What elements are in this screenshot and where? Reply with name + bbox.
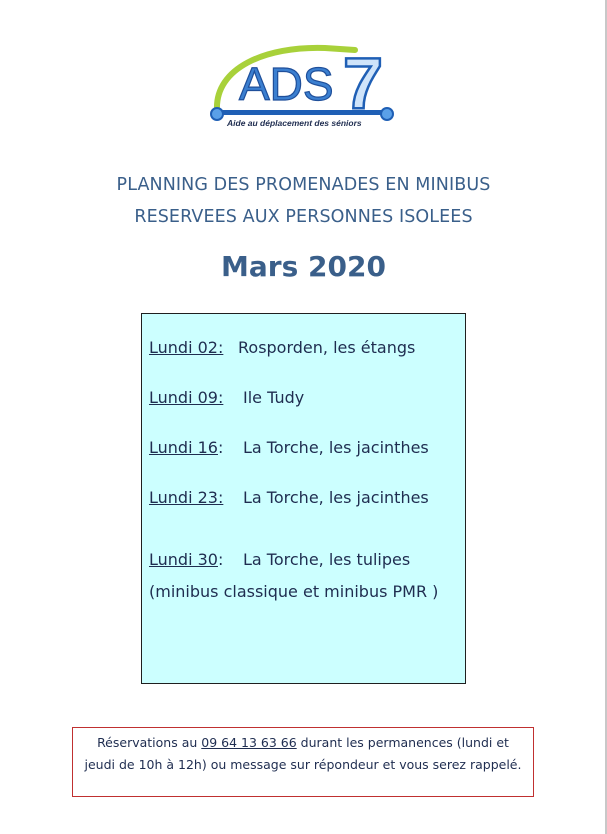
phone-number[interactable]: 09 64 13 63 66 <box>201 735 297 750</box>
entry-day: Lundi 30 <box>149 550 218 569</box>
entry-place: La Torche, les jacinthes <box>243 488 429 507</box>
ads-logo <box>205 38 401 138</box>
entry-place: Ile Tudy <box>243 388 305 407</box>
entry-day: Lundi 02: <box>149 338 224 357</box>
entry-day: Lundi 16 <box>149 438 218 457</box>
schedule-entry <box>149 488 429 507</box>
reservation-notice <box>72 727 534 797</box>
entry-place: La Torche, les jacinthes <box>243 438 429 457</box>
logo-brand: ADS <box>239 58 334 110</box>
entry-colon: : <box>217 550 224 569</box>
entry-day: Lundi 23: <box>149 488 224 507</box>
logo-number: 7 <box>343 44 384 124</box>
schedule-box <box>141 313 466 684</box>
entry-colon: : <box>217 438 224 457</box>
title-line-2: RESERVEES AUX PERSONNES ISOLEES <box>134 207 473 227</box>
entry-day: Lundi 09: <box>149 388 224 407</box>
reservation-text-after: durant les permanences (lundi et jeudi de 10h à 12h) ou message sur répondeur et vous serez rappelé. <box>84 735 522 772</box>
title-line-1: PLANNING DES PROMENADES EN MINIBUS <box>116 175 491 195</box>
schedule-entry <box>149 550 411 569</box>
reservation-text-before: Réservations au <box>97 735 202 750</box>
schedule-entry <box>149 438 429 457</box>
schedule-entry <box>149 388 305 407</box>
entry-place: La Torche, les tulipes <box>243 550 411 569</box>
logo-graphic <box>205 38 401 138</box>
logo-tagline: Aide au déplacement des séniors <box>227 118 362 128</box>
schedule-note: (minibus classique et minibus PMR ) <box>149 582 439 601</box>
schedule-entry <box>149 338 416 357</box>
month-title: Mars 2020 <box>221 250 386 283</box>
entry-place: Rosporden, les étangs <box>238 338 416 357</box>
logo-left-wheel <box>211 108 223 120</box>
